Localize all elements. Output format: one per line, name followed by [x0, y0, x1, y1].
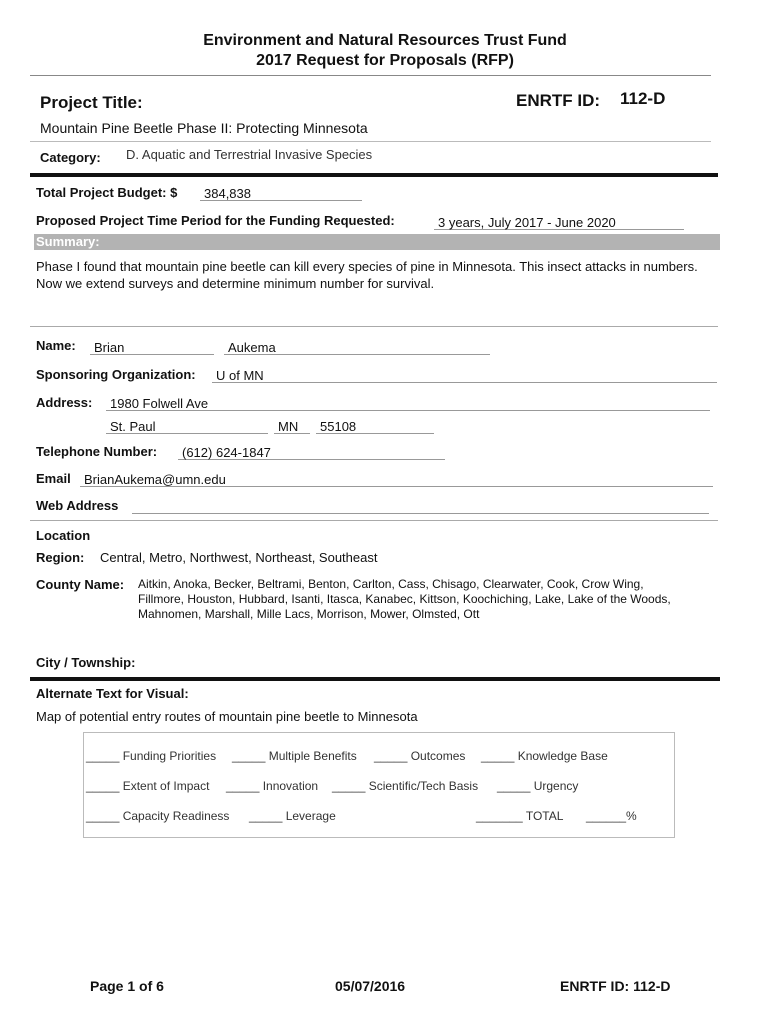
score-outcomes: _____ Outcomes — [374, 749, 466, 763]
score-capacity-readiness: _____ Capacity Readiness — [86, 809, 230, 823]
category-value: D. Aquatic and Terrestrial Invasive Species — [126, 147, 373, 162]
budget-field[interactable] — [200, 185, 362, 201]
score-funding-priorities: _____ Funding Priorities — [86, 749, 217, 763]
footer-page: Page 1 of 6 — [90, 978, 164, 994]
web-value — [132, 499, 136, 514]
project-title-label: Project Title: — [40, 93, 143, 112]
email-value: BrianAukema@umn.edu — [84, 472, 226, 487]
score-leverage: _____ Leverage — [249, 809, 336, 823]
county-line-2: Fillmore, Houston, Hubbard, Isanti, Itasca, Kanabec, Kittson, Koochiching, Lake, Lake of the Woods, — [138, 592, 671, 606]
last-name-value: Aukema — [228, 340, 276, 355]
county-line-3: Mahnomen, Marshall, Mille Lacs, Morrison, Mower, Olmsted, Ott — [138, 607, 480, 621]
doc-title-line2: 2017 Request for Proposals (RFP) — [256, 52, 514, 69]
zip-field[interactable] — [316, 418, 434, 434]
period-value: 3 years, July 2017 - June 2020 — [438, 215, 616, 230]
email-label: Email — [36, 471, 71, 486]
summary-bar — [34, 234, 720, 250]
period-field[interactable] — [434, 214, 684, 230]
phone-field[interactable] — [178, 444, 445, 460]
org-label: Sponsoring Organization: — [36, 367, 196, 382]
state-value: MN — [278, 419, 299, 434]
score-urgency: _____ Urgency — [497, 779, 579, 793]
budget-label: Total Project Budget: $ — [36, 185, 178, 200]
web-label: Web Address — [36, 498, 119, 513]
street-field[interactable] — [106, 395, 710, 411]
first-name-value: Brian — [94, 340, 125, 355]
score-innovation: _____ Innovation — [226, 779, 319, 793]
city-value: St. Paul — [110, 419, 156, 434]
footer-date: 05/07/2016 — [335, 978, 406, 994]
address-label: Address: — [36, 395, 93, 410]
web-field[interactable] — [132, 498, 709, 514]
score-multiple-benefits: _____ Multiple Benefits — [232, 749, 357, 763]
score-percent: ______% — [586, 809, 637, 823]
section-rule-1 — [30, 173, 718, 177]
summary-text[interactable]: Phase I found that mountain pine beetle can kill every species of pine in Minnesota. This insect attacks in numbers. Now we extend surveys and determine minimum number for survival. — [36, 259, 698, 291]
alt-text-label: Alternate Text for Visual: — [36, 686, 189, 701]
summary-label: Summary: — [36, 234, 100, 249]
enrtf-id-label: ENRTF ID: — [516, 91, 601, 110]
county-value — [138, 577, 671, 622]
location-rule — [30, 520, 718, 521]
budget-value: 384,838 — [204, 186, 251, 201]
project-title-value: Mountain Pine Beetle Phase II: Protecting Minnesota — [40, 120, 368, 136]
org-value: U of MN — [216, 368, 264, 383]
state-field[interactable] — [274, 418, 310, 434]
location-heading: Location — [36, 528, 91, 543]
period-label: Proposed Project Time Period for the Funding Requested: — [36, 213, 395, 228]
region-label: Region: — [36, 550, 85, 565]
contact-rule — [30, 326, 718, 327]
county-line-1: Aitkin, Anoka, Becker, Beltrami, Benton, Carlton, Cass, Chisago, Clearwater, Cook, Crow Wing, — [138, 577, 644, 591]
category-label: Category: — [40, 150, 101, 165]
alt-text-value[interactable]: Map of potential entry routes of mountain pine beetle to Minnesota — [36, 709, 418, 724]
score-scientific-basis: _____ Scientific/Tech Basis — [332, 779, 479, 793]
header-rule — [30, 75, 711, 76]
email-field[interactable] — [80, 471, 713, 487]
street-value: 1980 Folwell Ave — [110, 396, 209, 411]
name-label: Name: — [36, 338, 76, 353]
first-name-field[interactable] — [90, 339, 214, 355]
last-name-field[interactable] — [224, 339, 490, 355]
city-township-label: City / Township: — [36, 655, 136, 670]
org-field[interactable] — [212, 367, 717, 383]
region-value: Central, Metro, Northwest, Northeast, Southeast — [100, 550, 378, 565]
section-rule-2 — [30, 677, 720, 681]
title-rule — [30, 141, 711, 142]
score-extent-of-impact: _____ Extent of Impact — [86, 779, 210, 793]
county-label: County Name: — [36, 577, 125, 592]
phone-label: Telephone Number: — [36, 444, 158, 459]
footer-enrtf-id: ENRTF ID: 112-D — [560, 978, 671, 994]
enrtf-id-value: 112-D — [620, 89, 666, 108]
phone-value: (612) 624-1847 — [182, 445, 271, 460]
zip-value: 55108 — [320, 419, 357, 434]
score-knowledge-base: _____ Knowledge Base — [481, 749, 608, 763]
city-field[interactable] — [106, 418, 268, 434]
doc-title-line1: Environment and Natural Resources Trust Fund — [203, 32, 567, 49]
score-total: _______ TOTAL — [476, 809, 564, 823]
